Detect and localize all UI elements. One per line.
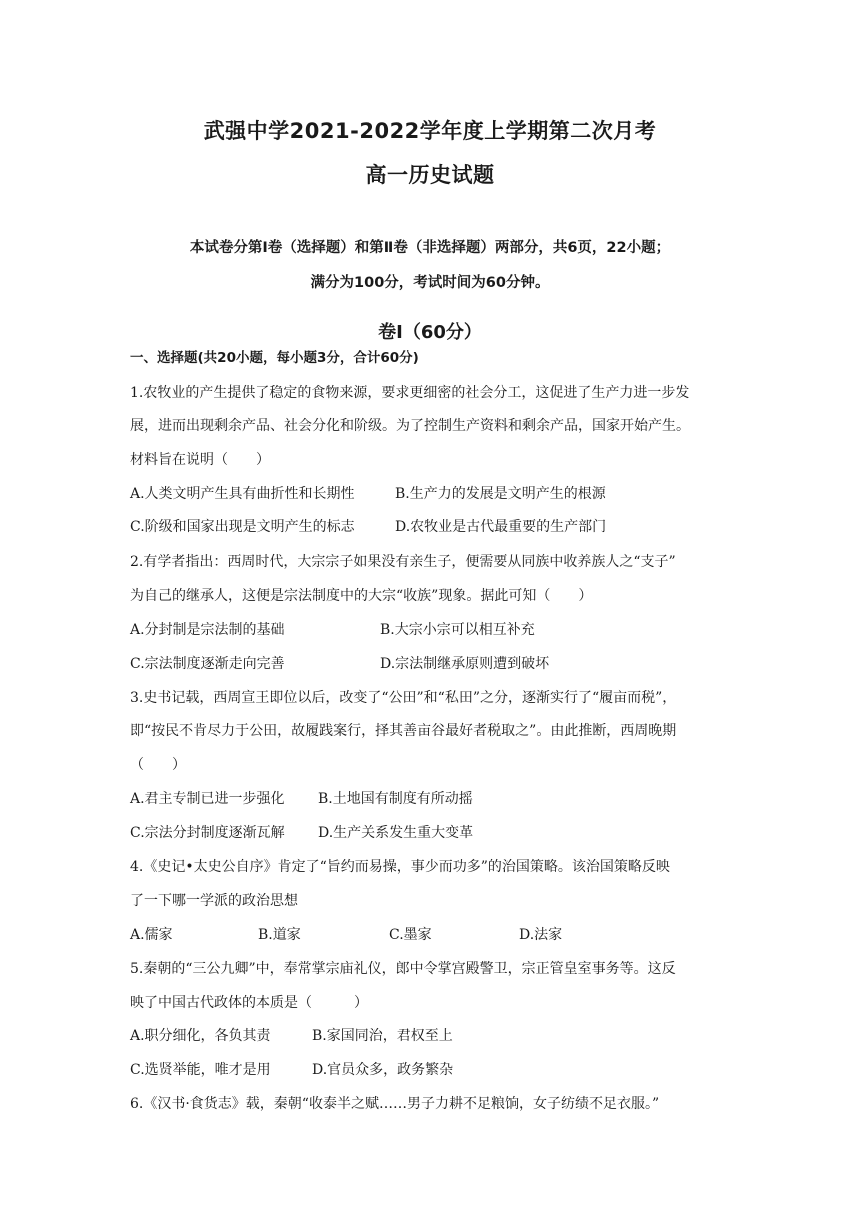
question-5-option-c: C.选贤举能，唯才是用	[130, 1062, 271, 1078]
exam-notice-line-2: 满分为100分，考试时间为60分钟。	[310, 275, 550, 291]
question-5-option-a: A.职分细化，各负其责	[130, 1028, 271, 1044]
question-5-stem-line-1: 5.秦朝的“三公九卿”中，奉常掌宗庙礼仪，郎中令掌宫殿警卫，宗正管皇室事务等。这反	[130, 961, 676, 977]
question-1-option-d: D.农牧业是古代最重要的生产部门	[395, 519, 607, 535]
question-1-stem-line-3: 材料旨在说明（ ）	[130, 452, 270, 468]
exam-subtitle: 高一历史试题	[365, 163, 495, 187]
exam-notice-line-1: 本试卷分第Ⅰ卷（选择题）和第Ⅱ卷（非选择题）两部分，共6页，22小题；	[189, 240, 671, 256]
question-1-stem-line-1: 1.农牧业的产生提供了稳定的食物来源，要求更细密的社会分工，这促进了生产力进一步发	[130, 385, 690, 401]
question-2-option-b: B.大宗小宗可以相互补充	[380, 622, 535, 638]
question-3-stem-line-2: 即“按民不肯尽力于公田，故履践案行，择其善亩谷最好者税取之”。由此推断，西周晚期	[130, 723, 677, 739]
question-1-stem-line-2: 展，进而出现剩余产品、社会分化和阶级。为了控制生产资料和剩余产品，国家开始产生。	[130, 418, 690, 434]
question-3-option-c: C.宗法分封制度逐渐瓦解	[130, 825, 285, 841]
question-3-option-b: B.土地国有制度有所动摇	[318, 791, 473, 807]
question-4-stem-line-1: 4.《史记•太史公自序》肯定了“旨约而易操，事少而功多”的治国策略。该治国策略反映	[130, 859, 670, 875]
question-6-stem-line-1: 6.《汉书·食货志》载，秦朝“收泰半之赋……男子力耕不足粮饷，女子纺绩不足衣服。”	[130, 1096, 660, 1112]
question-3-option-a: A.君主专制已进一步强化	[130, 791, 285, 807]
question-1-option-b: B.生产力的发展是文明产生的根源	[395, 486, 606, 502]
question-2-option-d: D.宗法制继承原则遭到破坏	[380, 656, 550, 672]
question-2-stem-line-1: 2.有学者指出：西周时代，大宗宗子如果没有亲生子，便需要从同族中收养族人之“支子”	[130, 554, 676, 570]
question-5-option-d: D.官员众多，政务繁杂	[312, 1062, 454, 1078]
volume-title: 卷Ⅰ（60分）	[378, 322, 482, 343]
question-4-option-b: B.道家	[258, 927, 301, 943]
question-4-option-d: D.法家	[519, 927, 563, 943]
question-2-option-c: C.宗法制度逐渐走向完善	[130, 656, 285, 672]
question-4-stem-line-2: 了一下哪一学派的政治思想	[130, 893, 298, 909]
question-4-option-c: C.墨家	[389, 927, 432, 943]
question-5-stem-line-2: 映了中国古代政体的本质是（ ）	[130, 995, 368, 1011]
question-4-option-a: A.儒家	[130, 927, 173, 943]
question-3-stem-line-3: （ ）	[130, 757, 186, 773]
question-2-stem-line-2: 为自己的继承人，这便是宗法制度中的大宗“收族”现象。据此可知（ ）	[130, 588, 593, 604]
question-2-option-a: A.分封制是宗法制的基础	[130, 622, 285, 638]
question-3-stem-line-1: 3.史书记载，西周宣王即位以后，改变了“公田”和“私田”之分，逐渐实行了“履亩而税”，	[130, 690, 677, 706]
question-3-option-d: D.生产关系发生重大变革	[318, 825, 474, 841]
question-1-option-a: A.人类文明产生具有曲折性和长期性	[130, 486, 355, 502]
exam-title: 武强中学2021-2022学年度上学期第二次月考	[203, 119, 657, 143]
question-5-option-b: B.家国同治，君权至上	[312, 1028, 453, 1044]
section-title: 一、选择题(共20小题，每小题3分，合计60分)	[130, 350, 419, 366]
question-1-option-c: C.阶级和国家出现是文明产生的标志	[130, 519, 355, 535]
